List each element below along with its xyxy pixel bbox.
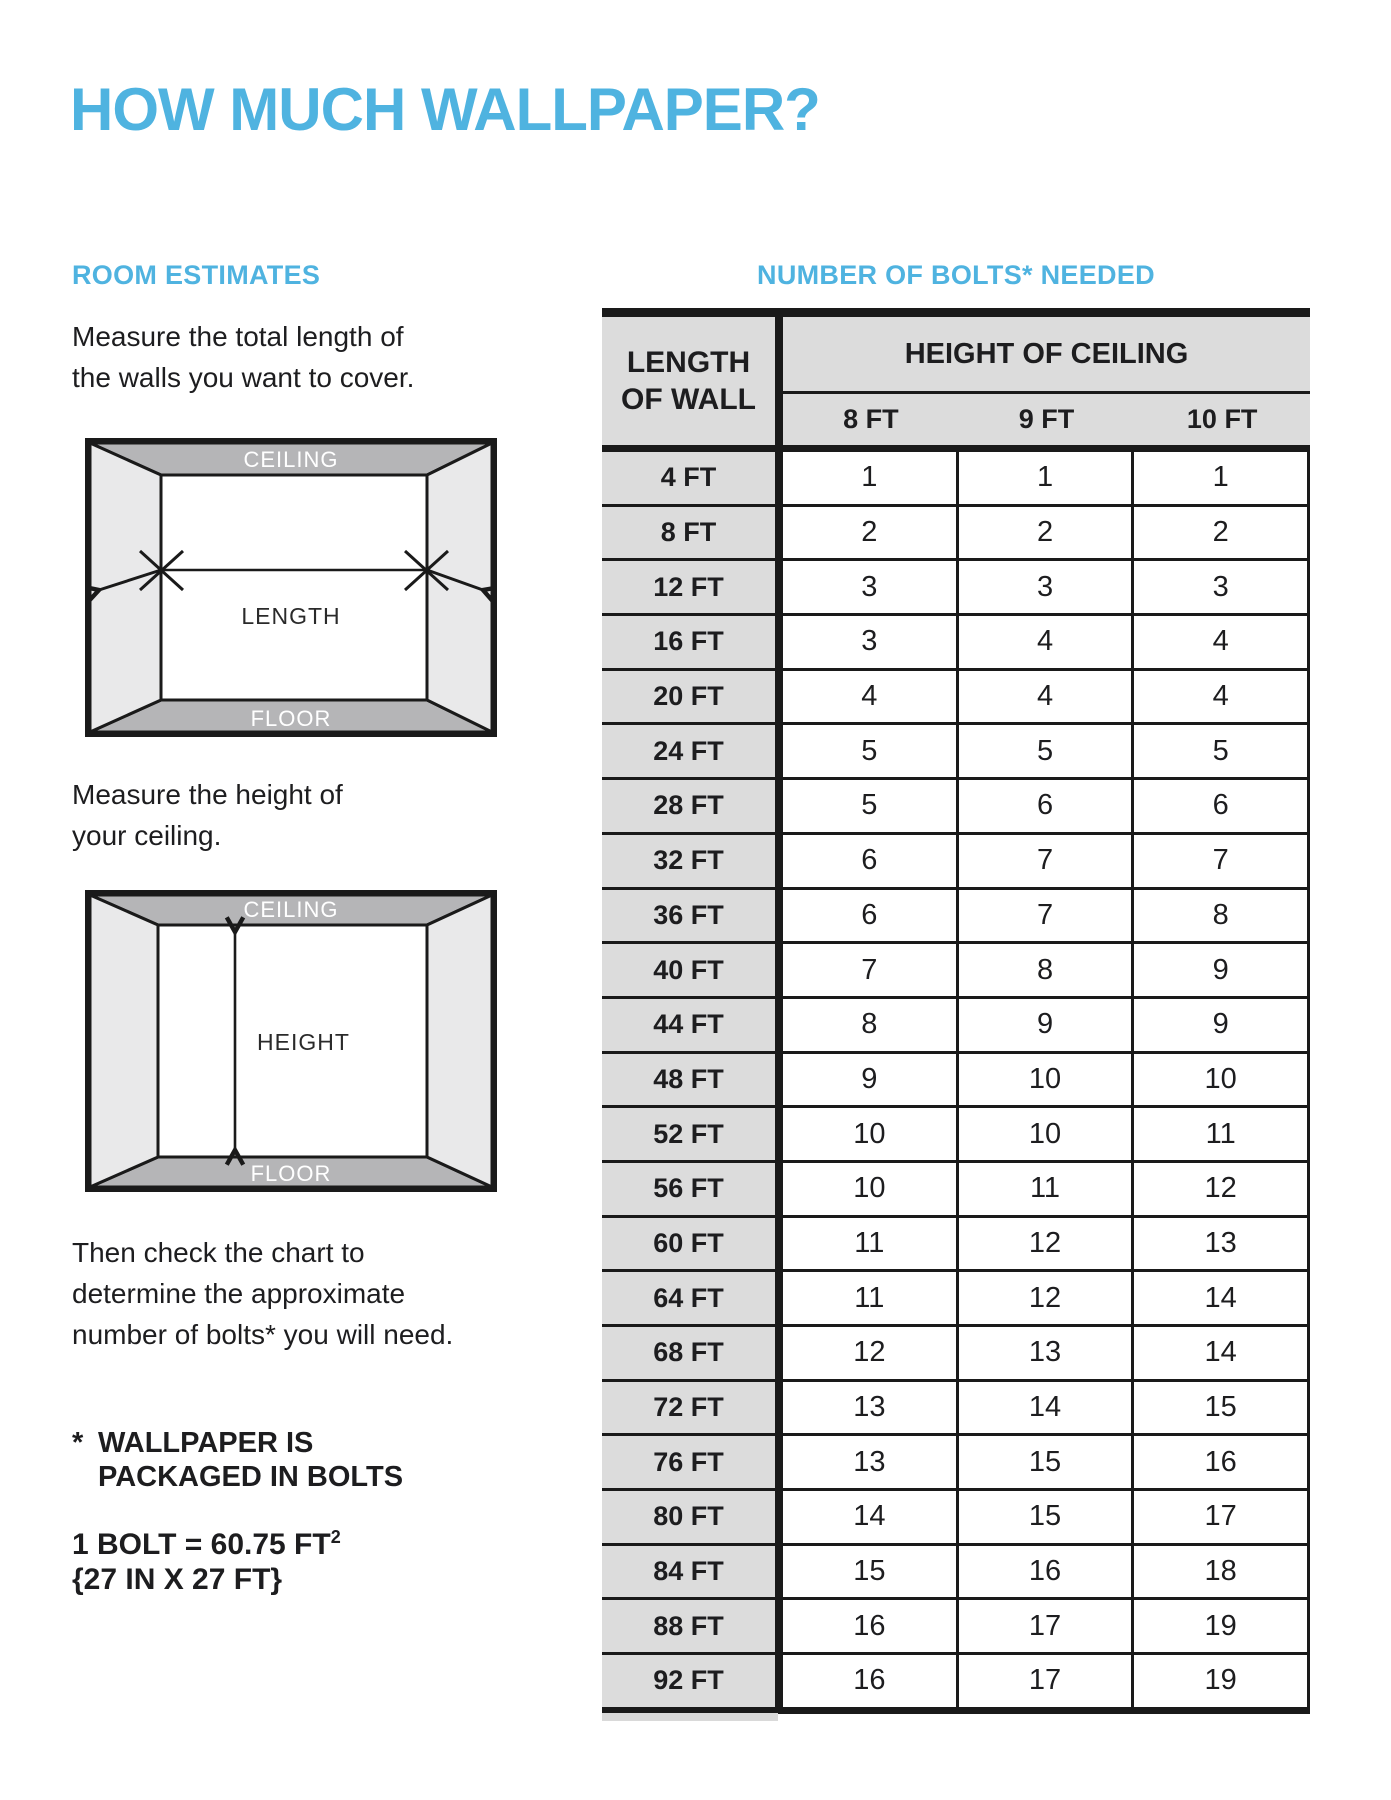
bolt-count-cell: 5 [956, 725, 1132, 777]
wall-length-cell: 12 FT [602, 561, 783, 613]
bolt-count-cell: 13 [956, 1327, 1132, 1379]
bolt-values [783, 1382, 1310, 1434]
bolt-values [783, 1491, 1310, 1543]
table-row [602, 1546, 1310, 1601]
bolt-count-cell: 4 [956, 616, 1132, 668]
floor-label: FLOOR [250, 706, 332, 731]
header-line: OF WALL [621, 383, 756, 416]
bolt-values [783, 999, 1310, 1051]
wall-length-cell: 36 FT [602, 890, 783, 942]
bolt-values [783, 1327, 1310, 1379]
bolts-table [602, 308, 1310, 1714]
bolt-count-cell: 18 [1131, 1546, 1307, 1598]
height-of-ceiling-header: HEIGHT OF CEILING [783, 317, 1310, 394]
table-row [602, 725, 1310, 780]
table-row [602, 944, 1310, 999]
footnote-line: * WALLPAPER IS [72, 1427, 314, 1459]
bolt-count-cell: 3 [956, 561, 1132, 613]
bolt-count-cell: 14 [1131, 1272, 1307, 1324]
bolt-values [783, 1655, 1310, 1707]
bolt-values [783, 1546, 1310, 1598]
instruction-check-chart [72, 1232, 453, 1355]
bolt-count-cell: 2 [1131, 507, 1307, 559]
bolt-values [783, 1436, 1310, 1488]
bolt-count-cell: 14 [783, 1491, 956, 1543]
wall-length-cell: 64 FT [602, 1272, 783, 1324]
bolt-values [783, 1054, 1310, 1106]
bolt-count-cell: 12 [1131, 1163, 1307, 1215]
bolt-count-cell: 13 [783, 1382, 956, 1434]
bolt-count-cell: 17 [956, 1655, 1132, 1707]
bolt-count-cell: 3 [783, 616, 956, 668]
wall-length-cell: 76 FT [602, 1436, 783, 1488]
table-row [602, 452, 1310, 507]
room-length-diagram [85, 438, 497, 737]
column-header-9ft: 9 FT [1018, 404, 1075, 434]
bolt-count-cell: 12 [783, 1327, 956, 1379]
table-row [602, 999, 1310, 1054]
bolt-count-cell: 14 [956, 1382, 1132, 1434]
table-body [602, 452, 1310, 1707]
floor-label: FLOOR [250, 1161, 332, 1186]
wall-length-cell: 32 FT [602, 835, 783, 887]
table-row [602, 1382, 1310, 1437]
bolt-count-cell: 19 [1131, 1655, 1307, 1707]
wall-length-cell: 84 FT [602, 1546, 783, 1598]
length-label: LENGTH [241, 603, 341, 629]
bolt-count-cell: 13 [1131, 1218, 1307, 1270]
bolt-values [783, 1218, 1310, 1270]
bolt-count-cell: 1 [783, 452, 956, 504]
bolt-count-cell: 7 [956, 835, 1132, 887]
table-row [602, 616, 1310, 671]
wall-length-cell: 52 FT [602, 1108, 783, 1160]
bolt-count-cell: 7 [1131, 835, 1307, 887]
bolt-count-cell: 5 [783, 725, 956, 777]
table-row [602, 835, 1310, 890]
bolt-count-cell: 2 [783, 507, 956, 559]
bolt-count-cell: 15 [956, 1491, 1132, 1543]
table-row [602, 1108, 1310, 1163]
table-header [602, 317, 1310, 452]
ceiling-label: CEILING [243, 897, 339, 922]
table-row [602, 561, 1310, 616]
right-wall [427, 443, 492, 732]
bolt-count-cell: 7 [783, 944, 956, 996]
table-row [602, 780, 1310, 835]
bolt-count-cell: 10 [956, 1108, 1132, 1160]
bolt-count-cell: 7 [956, 890, 1132, 942]
bolt-count-cell: 13 [783, 1436, 956, 1488]
bolt-count-cell: 10 [1131, 1054, 1307, 1106]
instruction-measure-length [72, 316, 414, 398]
wall-length-cell: 88 FT [602, 1600, 783, 1652]
bolt-equation: 1 BOLT = 60.75 $FT^2$ [72, 1527, 341, 1561]
back-wall [161, 475, 427, 700]
bolt-count-cell: 10 [783, 1163, 956, 1215]
bolt-values [783, 890, 1310, 942]
bolt-count-cell: 12 [956, 1272, 1132, 1324]
table-row [602, 1600, 1310, 1655]
text-line: the walls you want to cover. [72, 362, 415, 393]
bolt-count-cell: 9 [956, 999, 1132, 1051]
bolt-dimensions: {27 IN X 27 FT} [72, 1563, 283, 1596]
bolt-count-cell: 4 [1131, 671, 1307, 723]
bolt-values [783, 1163, 1310, 1215]
bolt-count-cell: 9 [783, 1054, 956, 1106]
bolt-count-cell: 17 [1131, 1491, 1307, 1543]
footnote-line: PACKAGED IN BOLTS [98, 1461, 404, 1493]
left-wall [90, 895, 158, 1187]
bolt-count-cell: 17 [956, 1600, 1132, 1652]
table-row [602, 1218, 1310, 1273]
bolt-count-cell: 11 [783, 1272, 956, 1324]
wall-length-cell: 16 FT [602, 616, 783, 668]
bolt-count-cell: 1 [1131, 452, 1307, 504]
ceiling-label: CEILING [243, 447, 339, 472]
bolt-count-cell: 12 [956, 1218, 1132, 1270]
wall-length-cell: 60 FT [602, 1218, 783, 1270]
wall-length-cell: 40 FT [602, 944, 783, 996]
bolt-values [783, 835, 1310, 887]
table-row [602, 1163, 1310, 1218]
text-line: Then check the chart to [72, 1237, 365, 1268]
bolt-count-cell: 4 [783, 671, 956, 723]
bolt-values [783, 452, 1310, 504]
room-height-diagram [85, 890, 497, 1192]
bolt-values [783, 1272, 1310, 1324]
table-row [602, 507, 1310, 562]
ceiling-height-subheader [783, 394, 1310, 445]
page-title: HOW MUCH WALLPAPER? [70, 76, 820, 143]
bolt-count-cell: 6 [783, 890, 956, 942]
wall-length-cell: 44 FT [602, 999, 783, 1051]
wall-length-cell: 68 FT [602, 1327, 783, 1379]
table-row [602, 1491, 1310, 1546]
bolt-count-cell: 2 [956, 507, 1132, 559]
table-row [602, 671, 1310, 726]
table-row [602, 1272, 1310, 1327]
header-line: LENGTH [626, 346, 751, 379]
bolt-values [783, 725, 1310, 777]
bolt-count-cell: 1 [956, 452, 1132, 504]
bolt-count-cell: 3 [783, 561, 956, 613]
text-line: determine the approximate [72, 1278, 406, 1309]
table-row [602, 1327, 1310, 1382]
wall-length-cell: 8 FT [602, 507, 783, 559]
bolt-count-cell: 14 [1131, 1327, 1307, 1379]
bolt-count-cell: 6 [1131, 780, 1307, 832]
bolt-count-cell: 4 [1131, 616, 1307, 668]
instruction-measure-height [72, 774, 343, 856]
text-line: Measure the total length of [72, 321, 404, 352]
wall-length-cell: 80 FT [602, 1491, 783, 1543]
wall-length-cell: 24 FT [602, 725, 783, 777]
bolt-count-cell: 5 [1131, 725, 1307, 777]
squared-exponent: 2 [330, 1527, 341, 1547]
table-footer-strip [602, 1713, 778, 1721]
bolt-values [783, 1600, 1310, 1652]
wall-length-cell: 92 FT [602, 1655, 783, 1707]
bolt-count-cell: 6 [956, 780, 1132, 832]
bolt-count-cell: 10 [956, 1054, 1132, 1106]
bolt-count-cell: 5 [783, 780, 956, 832]
text-line: your ceiling. [72, 820, 222, 851]
text-line: number of bolts* you will need. [72, 1319, 454, 1350]
room-estimates-heading: ROOM ESTIMATES [72, 260, 321, 290]
length-of-wall-header [602, 317, 783, 445]
table-row [602, 890, 1310, 945]
bolt-count-cell: 10 [783, 1108, 956, 1160]
bolt-count-cell: 6 [783, 835, 956, 887]
bolt-count-cell: 15 [783, 1546, 956, 1598]
bolt-values [783, 671, 1310, 723]
bolt-count-cell: 3 [1131, 561, 1307, 613]
column-header-8ft: 8 FT [843, 404, 899, 434]
wallpaper-bolts-footnote [72, 1426, 403, 1494]
bolt-count-cell: 8 [783, 999, 956, 1051]
bolt-count-cell: 4 [956, 671, 1132, 723]
bolt-count-cell: 11 [1131, 1108, 1307, 1160]
bolt-count-cell: 16 [783, 1600, 956, 1652]
bolt-values [783, 780, 1310, 832]
column-header-10ft: 10 FT [1186, 404, 1258, 434]
bolt-count-cell: 15 [956, 1436, 1132, 1488]
table-row [602, 1655, 1310, 1707]
asterisk: * [72, 1427, 84, 1459]
right-wall [427, 895, 492, 1187]
bolts-needed-heading: NUMBER OF BOLTS* NEEDED [757, 260, 1155, 290]
wall-length-cell: 56 FT [602, 1163, 783, 1215]
ceiling-header-group [783, 317, 1310, 445]
bolt-count-cell: 8 [1131, 890, 1307, 942]
wall-length-cell: 28 FT [602, 780, 783, 832]
bolt-values [783, 1108, 1310, 1160]
wall-length-cell: 48 FT [602, 1054, 783, 1106]
bolt-count-cell: 16 [956, 1546, 1132, 1598]
bolt-count-cell: 16 [783, 1655, 956, 1707]
bolt-definition [72, 1520, 341, 1597]
bolt-values [783, 616, 1310, 668]
wall-length-cell: 72 FT [602, 1382, 783, 1434]
text-line: Measure the height of [72, 779, 343, 810]
wall-length-cell: 20 FT [602, 671, 783, 723]
bolt-count-cell: 8 [956, 944, 1132, 996]
bolt-count-cell: 16 [1131, 1436, 1307, 1488]
bolt-count-cell: 19 [1131, 1600, 1307, 1652]
table-row [602, 1054, 1310, 1109]
bolt-values [783, 944, 1310, 996]
bolt-count-cell: 9 [1131, 944, 1307, 996]
left-wall [90, 443, 161, 732]
bolt-values [783, 561, 1310, 613]
height-label: HEIGHT [257, 1029, 350, 1055]
wall-length-cell: 4 FT [602, 452, 783, 504]
table-row [602, 1436, 1310, 1491]
bolt-count-cell: 11 [956, 1163, 1132, 1215]
bolt-count-cell: 9 [1131, 999, 1307, 1051]
bolt-count-cell: 15 [1131, 1382, 1307, 1434]
bolt-values [783, 507, 1310, 559]
bolt-count-cell: 11 [783, 1218, 956, 1270]
